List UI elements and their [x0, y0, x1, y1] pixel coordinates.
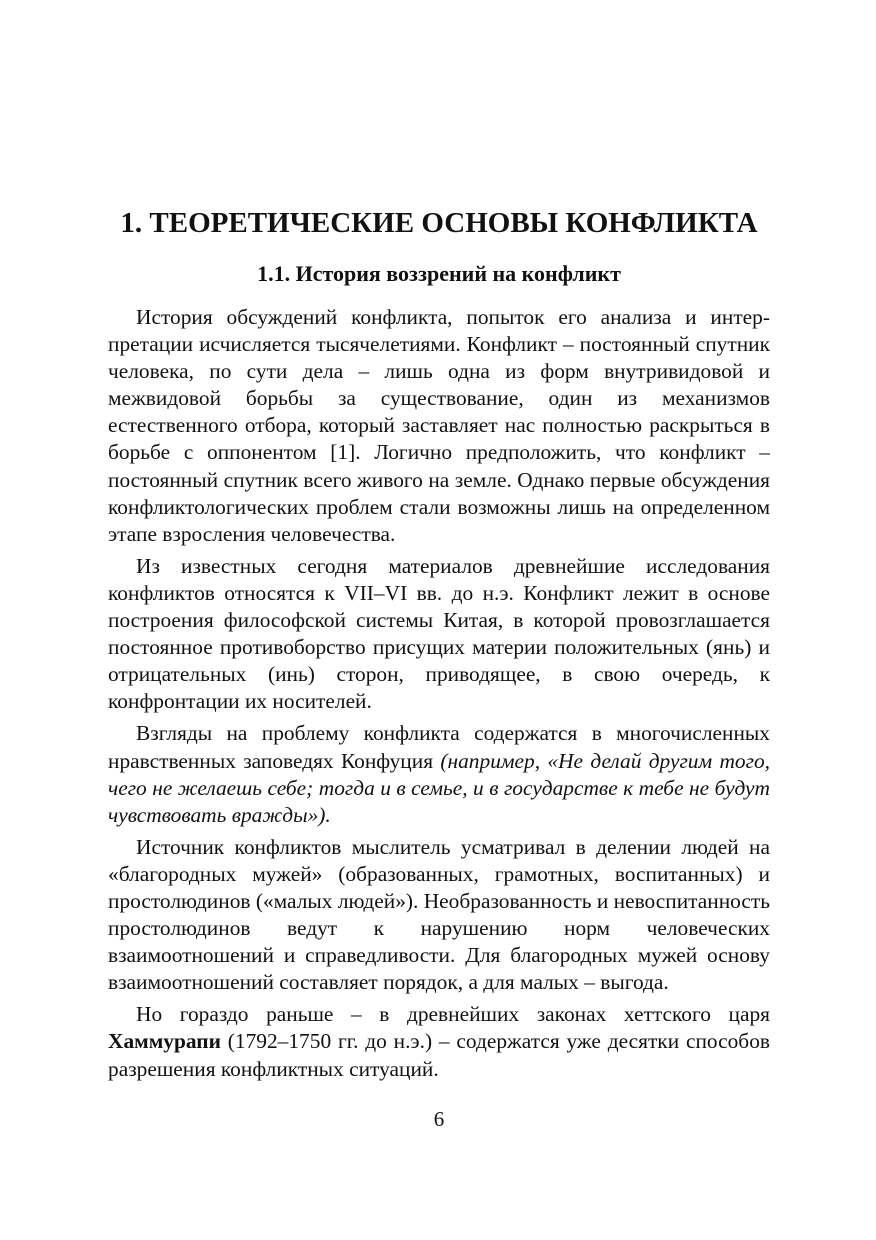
paragraph-4: Источник конфликтов мыслитель усматривал в делении людей на «благородных мужей» (образованных, грамотных, воспитанных) и простолюдинов («малых людей»). Необразованность и невоспитанность простолюдинов ведут к нарушению норм человеческих взаимоотношений и справедливости. Для благородных мужей основу взаимоотношений составляет порядок, а для малых – выгода.	[108, 834, 770, 995]
paragraph-3-text: Взгляды на проблему конфликта содержатся в многочисленных нравственных заповедях Конфуция	[108, 721, 770, 773]
paragraph-5	[108, 1001, 770, 1082]
paragraph-1: История обсуждений конфликта, попыток его анализа и интерпретации исчисляется тысячелетиями. Конфликт – постоянный спутник человека, по сути дела – лишь одна из форм внутривидовой и межвидовой борьбы за существование, один из механизмов естественного отбора, который заставляет нас полностью раскрыться в борьбе с оппонентом [1]. Логично предположить, что конфликт – постоянный спутник всего живого на земле. Однако первые обсуждения конфликтологических проблем стали возможны лишь на определенном этапе взросления человечества.	[108, 305, 770, 546]
body-text	[108, 304, 770, 1088]
page-number: 6	[433, 1107, 445, 1131]
chapter-title: 1. ТЕОРЕТИЧЕСКИЕ ОСНОВЫ КОНФЛИКТА	[120, 207, 758, 239]
paragraph-5-text-after: (1792–1750 гг. до н.э.) – содержатся уже десятки способов разрешения конфликтных ситуаций.	[108, 1029, 770, 1081]
paragraph-5-bold-name: Хаммурапи	[108, 1029, 221, 1054]
section-title: 1.1. История воззрений на конфликт	[257, 261, 621, 286]
paragraph-5-text-before: Но гораздо раньше – в древнейших законах хеттского царя	[136, 1002, 770, 1027]
paragraph-3	[108, 720, 770, 828]
paragraph-3-italic-quote: (например, «Не делай другим того, чего не желаешь себе; тогда и в семье, и в государстве к тебе не будут чувствовать вражды»).	[108, 748, 770, 827]
paragraph-2: Из известных сегодня материалов древнейшие исследования конфликтов относятся к VII–VI вв. до н.э. Конфликт лежит в основе построения философской системы Китая, в которой провозглашается постоянное противоборство присущих материи положительных (янь) и отрицательных (инь) сторон, приводящее, в свою очередь, к конфронтации их носителей.	[108, 553, 770, 714]
